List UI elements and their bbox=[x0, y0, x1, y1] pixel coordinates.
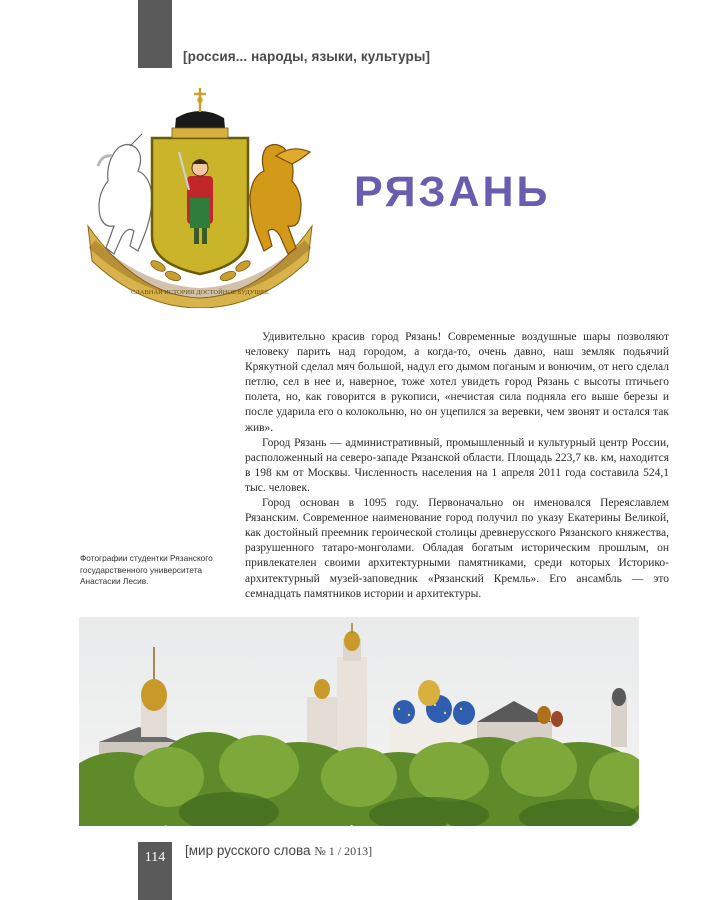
coat-of-arms-image bbox=[78, 86, 322, 308]
coat-motto-text: СЛАВНАЯ ИСТОРИЯ ДОСТОЙНОЕ БУДУЩЕЕ bbox=[131, 289, 269, 296]
magazine-footer bbox=[185, 843, 372, 859]
page-number: 114 bbox=[144, 850, 166, 865]
magazine-name: [мир русского слова bbox=[185, 843, 311, 858]
kremlin-photo bbox=[79, 617, 639, 826]
article-body bbox=[245, 330, 669, 602]
article-paragraph: Город основан в 1095 году. Первоначально он именовался Переяславлем Рязанским. Современное наименование город получил по указу Екатерины Великой, как достойный преемник героической столицы древнерусского Рязанского княжества, разрушенного татаро-монголами. Обладая богатым историческим прошлым, он привлекателен своими архитектурными памятниками, среди которых Историко-архитектурный музей-заповедник «Рязанский Кремль». Его ансамбль — это семнадцать памятников истории и архитектуры. bbox=[245, 497, 669, 600]
section-header: [россия... народы, языки, культуры] bbox=[183, 49, 431, 64]
photo-caption: Фотографии студентки Рязанского государственного университета Анастасии Лесив. bbox=[80, 553, 213, 586]
article-title: РЯЗАНЬ bbox=[354, 168, 551, 216]
article-paragraph: Удивительно красив город Рязань! Современные воздушные шары позволяют человеку парить над городом, а когда-то, очень давно, наш земляк подьячий Крякутной сделал мяч большой, надул его дымом поганым и вонючим, от него сделал петлю, сел в нее и, наверное, тоже хотел увидеть город Рязань с высоты птичьего полета, но, как говорится в рукописи, «нечистая сила подняла его выше березы и после ударила его о колокольню, но он уцепился за веревки, чем звонят и остался так жив». bbox=[245, 331, 669, 434]
article-paragraph: Город Рязань — административный, промышленный и культурный центр России, расположенный на северо-западе Рязанской области. Площадь 223,7 кв. км, находится в 198 км от Москвы. Численность населения на 1 апреля 2011 года составила 524,1 тыс. человек. bbox=[245, 436, 669, 494]
top-decor-bar bbox=[138, 0, 172, 68]
issue-number: № 1 / 2013] bbox=[314, 844, 373, 858]
